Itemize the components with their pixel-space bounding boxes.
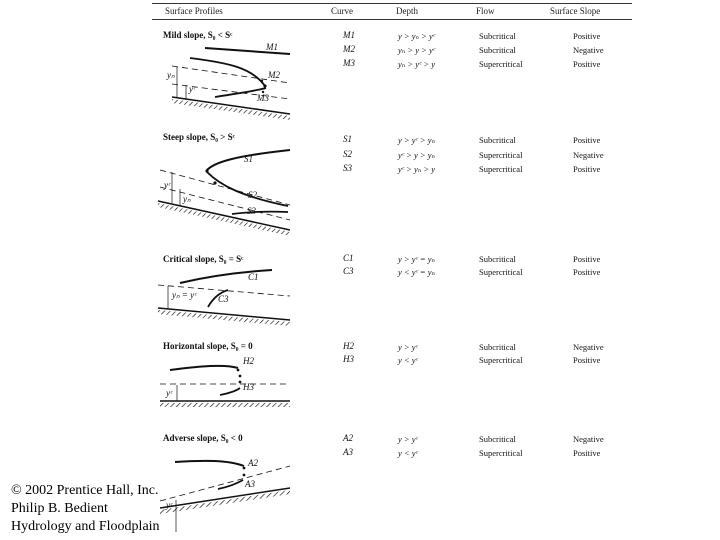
section-title-mild: Mild slope, S₀ < Sᶜ: [163, 30, 233, 40]
author-line: Philip B. Bedient: [11, 501, 108, 516]
row-depth: y < yᶜ = yₙ: [398, 267, 435, 277]
row-slope: Positive: [573, 135, 601, 145]
s3-curve: [232, 212, 288, 214]
row-curve: S1: [343, 134, 352, 144]
h2-curve: [170, 366, 238, 370]
critical-depth-line: [160, 170, 290, 205]
channel-bed-line: [158, 201, 290, 230]
label-yn: yₙ: [167, 70, 175, 80]
row-curve: A2: [343, 433, 353, 443]
label-s2: S2: [248, 190, 257, 200]
row-depth: yᶜ > y > yₙ: [398, 150, 435, 160]
row-flow: Subcritical: [479, 434, 516, 444]
channel-bed: [158, 203, 290, 236]
adverse-slope-diagram: [160, 461, 290, 532]
row-depth: yᶜ > yₙ > y: [398, 164, 435, 174]
row-flow: Supercritical: [479, 267, 523, 277]
row-curve: M1: [343, 30, 355, 40]
row-depth: y < yᶜ: [398, 355, 418, 365]
row-curve: H3: [343, 354, 354, 364]
book-title-line: Hydrology and Floodplain: [11, 519, 160, 534]
channel-bed: [172, 99, 290, 120]
row-slope: Positive: [573, 267, 601, 277]
row-depth: y > yₙ > yᶜ: [398, 31, 435, 41]
row-curve: C3: [343, 266, 354, 276]
row-depth: y > yᶜ: [398, 342, 418, 352]
label-m1: M1: [266, 42, 278, 52]
row-slope: Negative: [573, 45, 604, 55]
row-curve: M3: [343, 58, 355, 68]
label-m3: M3: [257, 93, 269, 103]
row-depth: yₙ > y > yᶜ: [398, 45, 435, 55]
label-c1: C1: [248, 272, 259, 282]
header-surface-slope: Surface Slope: [550, 6, 601, 16]
critical-point: [205, 169, 208, 172]
horizontal-slope-diagram: [160, 366, 290, 407]
label-m2: M2: [268, 70, 280, 80]
critical-point: [213, 181, 216, 184]
label-a3: A3: [245, 479, 255, 489]
row-slope: Positive: [573, 254, 601, 264]
channel-bed-line: [160, 488, 290, 508]
row-curve: H2: [343, 341, 354, 351]
label-h3: H3: [243, 382, 254, 392]
row-flow: Supercritical: [479, 448, 523, 458]
label-s1: S1: [244, 154, 253, 164]
label-h2: H2: [243, 356, 254, 366]
header-depth: Depth: [396, 6, 418, 16]
label-yc: yᶜ: [166, 388, 173, 398]
row-curve: M2: [343, 44, 355, 54]
row-depth: y < yᶜ: [398, 448, 418, 458]
row-slope: Positive: [573, 31, 601, 41]
critical-point: [239, 381, 242, 384]
section-title-critical: Critical slope, S₀ = Sᶜ: [163, 254, 244, 264]
label-yc: yᶜ: [164, 180, 171, 190]
row-curve: S3: [343, 163, 352, 173]
row-flow: Supercritical: [479, 164, 523, 174]
copyright-line: © 2002 Prentice Hall, Inc.: [11, 483, 159, 498]
row-flow: Supercritical: [479, 59, 523, 69]
row-slope: Positive: [573, 164, 601, 174]
channel-bed: [160, 403, 290, 407]
row-flow: Subcritical: [479, 342, 516, 352]
section-title-steep: Steep slope, S₀ > Sᶜ: [163, 132, 235, 142]
channel-bed: [160, 490, 290, 514]
header-surface-profiles: Surface Profiles: [165, 6, 223, 16]
label-s3: S3: [247, 206, 256, 216]
steep-slope-diagram: [158, 150, 290, 236]
label-c3: C3: [218, 294, 229, 304]
header-flow: Flow: [476, 6, 495, 16]
row-slope: Positive: [573, 355, 601, 365]
row-depth: y > yᶜ > yₙ: [398, 135, 435, 145]
label-yc: yᶜ: [189, 84, 196, 94]
row-curve: A3: [343, 447, 353, 457]
row-curve: C1: [343, 253, 354, 263]
row-slope: Negative: [573, 342, 604, 352]
row-flow: Subcritical: [479, 45, 516, 55]
h3-curve: [220, 388, 240, 395]
critical-point: [243, 474, 246, 477]
critical-point: [263, 84, 266, 87]
row-flow: Subcritical: [479, 31, 516, 41]
critical-point: [261, 80, 263, 82]
a2-curve: [175, 461, 244, 466]
row-curve: S2: [343, 149, 352, 159]
critical-point: [239, 375, 242, 378]
row-flow: Subcritical: [479, 254, 516, 264]
header-curve: Curve: [331, 6, 353, 16]
label-yn: yₙ: [183, 194, 191, 204]
row-depth: y > yᶜ = yₙ: [398, 254, 435, 264]
section-title-adverse: Adverse slope, S₀ < 0: [163, 433, 243, 443]
row-flow: Supercritical: [479, 355, 523, 365]
row-flow: Subcritical: [479, 135, 516, 145]
critical-point: [237, 369, 240, 372]
row-depth: y > yᶜ: [398, 434, 418, 444]
m2-curve: [190, 58, 265, 86]
row-slope: Positive: [573, 59, 601, 69]
row-flow: Supercritical: [479, 150, 523, 160]
critical-point: [243, 467, 246, 470]
s2-curve: [207, 172, 288, 206]
row-slope: Negative: [573, 150, 604, 160]
label-yc: yᶜ: [166, 500, 173, 510]
row-depth: yₙ > yᶜ > y: [398, 59, 435, 69]
label-yn-yc: yₙ = yᶜ: [172, 290, 197, 300]
row-slope: Positive: [573, 448, 601, 458]
label-a2: A2: [248, 458, 258, 468]
section-title-horizontal: Horizontal slope, S₀ = 0: [163, 341, 253, 351]
row-slope: Negative: [573, 434, 604, 444]
